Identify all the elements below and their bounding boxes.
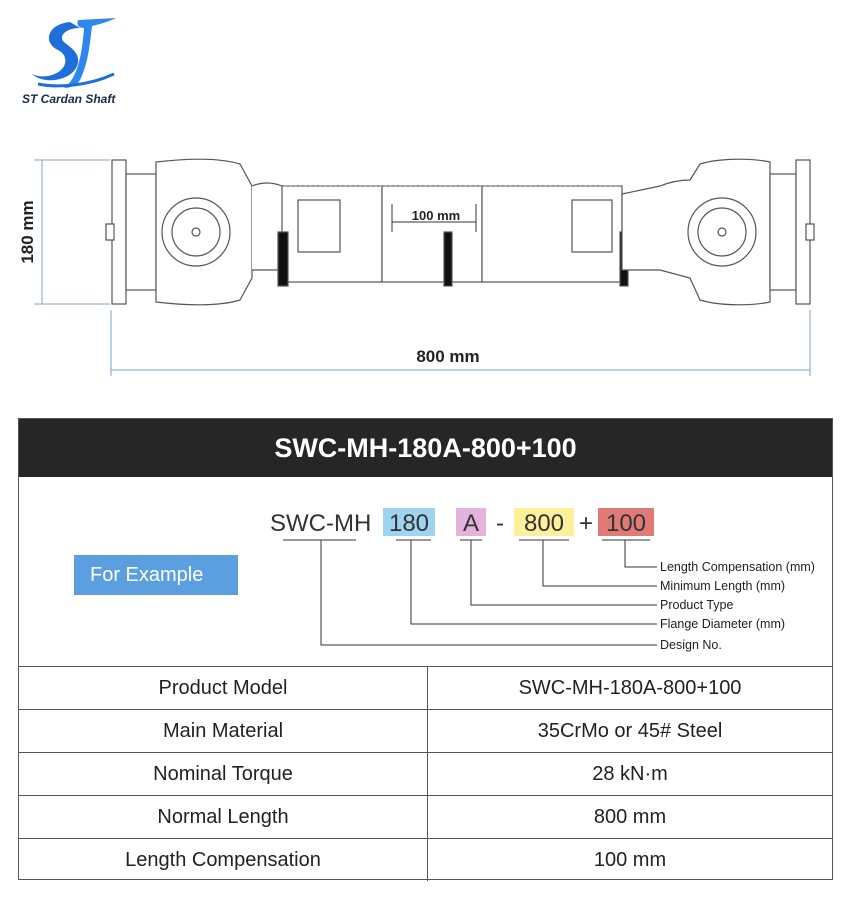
left-flange: [106, 160, 156, 304]
desc-design-no: Design No.: [660, 638, 722, 652]
table-row: [19, 753, 832, 796]
row-value: SWC-MH-180A-800+100: [428, 667, 833, 710]
row-value: 800 mm: [428, 796, 833, 839]
desc-minimum-length: Minimum Length (mm): [660, 579, 786, 593]
length-dimension: [111, 310, 810, 376]
spec-title: SWC-MH-180A-800+100: [19, 419, 832, 477]
table-row: [19, 710, 832, 753]
length-label: 800 mm: [416, 347, 480, 366]
example-label: For Example: [74, 555, 238, 595]
row-value: 35CrMo or 45# Steel: [428, 710, 833, 753]
code-part-dash: -: [496, 510, 504, 537]
right-flange: [770, 160, 814, 304]
row-value: 100 mm: [428, 839, 833, 882]
table-row: [19, 839, 832, 882]
code-part-design: SWC-MH: [270, 510, 372, 537]
desc-flange-diameter: Flange Diameter (mm): [660, 617, 786, 631]
shaft-tube: [278, 186, 628, 286]
cardan-shaft-drawing: [0, 140, 852, 390]
right-yoke: [622, 159, 770, 305]
desc-product-type: Product Type: [660, 598, 734, 612]
brand-name: ST Cardan Shaft: [22, 92, 116, 106]
table-row: [19, 667, 832, 710]
leader-lines: [283, 540, 657, 645]
row-key: Product Model: [19, 667, 428, 710]
code-part-compensation: 100: [605, 510, 647, 537]
st-logo-icon: [18, 14, 133, 94]
code-breakdown: [19, 477, 834, 666]
code-part-type: A: [462, 510, 480, 537]
row-value: 28 kN·m: [428, 753, 833, 796]
code-part-length: 800: [523, 510, 565, 537]
compensation-label: 100 mm: [411, 208, 461, 223]
spec-card: [18, 418, 833, 880]
height-dimension: [34, 160, 110, 304]
model-code-example: [19, 477, 832, 666]
height-label: 180 mm: [18, 200, 37, 264]
spec-table: [19, 666, 832, 881]
row-key: Normal Length: [19, 796, 428, 839]
table-row: [19, 796, 832, 839]
row-key: Main Material: [19, 710, 428, 753]
desc-length-compensation: Length Compensation (mm): [660, 560, 815, 574]
row-key: Nominal Torque: [19, 753, 428, 796]
code-part-flange: 180: [388, 510, 430, 537]
code-part-plus: +: [578, 510, 594, 537]
row-key: Length Compensation: [19, 839, 428, 882]
